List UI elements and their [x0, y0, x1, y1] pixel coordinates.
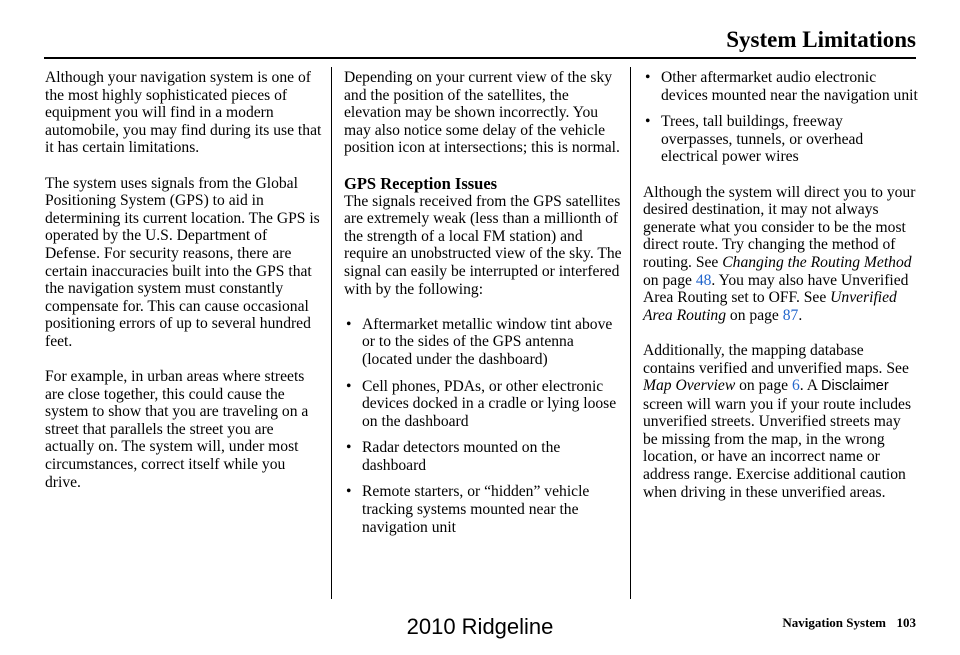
bullet-list	[643, 69, 918, 166]
column-2	[344, 69, 622, 554]
page-link[interactable]: 87	[782, 306, 799, 324]
cross-reference: Map Overview	[643, 377, 736, 395]
text-run: Additionally, the mapping database contains verified and unverified maps. See	[643, 341, 909, 377]
screen-name: Disclaimer	[821, 378, 889, 395]
text-run: on page	[726, 306, 783, 324]
section-heading: GPS Reception Issues	[344, 173, 498, 193]
list-item: • Radar detectors mounted on the dashboard	[344, 439, 622, 474]
paragraph: Although your navigation system is one of the most highly sophisticated pieces of equipment you will find in a modern automobile, you may find during its use that it has certain limitations.	[45, 69, 322, 157]
paragraph: The system uses signals from the Global Positioning System (GPS) to aid in determining its current location. The GPS is operated by the U.S. Department of Defense. For security reasons, there are certain inaccuracies built into the GPS that the navigation system must constantly compensate for. This can cause occasional positioning errors of up to several hundred feet.	[45, 174, 320, 350]
bullet-list	[344, 316, 622, 537]
list-item: • Aftermarket metallic window tint above or to the sides of the GPS antenna (located under the dashboard)	[344, 316, 622, 369]
paragraph	[643, 342, 918, 501]
paragraph: The signals received from the GPS satellites are extremely weak (less than a millionth of the strength of a local FM station) and require an unobstructed view of the sky. The signal can easily be interrupted or interfered with by the following:	[344, 192, 622, 298]
header-rule	[44, 57, 916, 59]
list-item: • Remote starters, or “hidden” vehicle tracking systems mounted near the navigation unit	[344, 483, 622, 536]
column-divider	[630, 67, 631, 599]
page-link[interactable]: 6	[791, 377, 800, 395]
text-run: . You may also have Unverified Area Routing set to OFF. See	[643, 271, 909, 307]
column-3	[643, 69, 918, 519]
cross-reference: Unverified Area Routing	[643, 289, 897, 324]
text-run: Although the system will direct you to your desired destination, it may not always generate what you consider to be the most direct route. Try changing the method of routing. See	[643, 183, 916, 271]
page-title: System Limitations	[726, 27, 916, 52]
watermark: 2010 Ridgeline	[406, 614, 554, 639]
page-link[interactable]: 48	[695, 271, 712, 289]
text-run: screen will warn you if your route includes unverified streets. Unverified streets may be missing from the map, in the wrong location, or have an incorrect name or address range. Exercise additional caution when driving in these unverified areas.	[643, 395, 912, 501]
column-divider	[331, 67, 332, 599]
text-run: .	[798, 306, 803, 324]
paragraph	[643, 184, 918, 325]
list-item: • Trees, tall buildings, freeway overpasses, tunnels, or overhead electrical power wires	[643, 113, 918, 166]
list-item: • Other aftermarket audio electronic devices mounted near the navigation unit	[643, 69, 918, 104]
column-1	[45, 69, 323, 509]
text-run: on page	[735, 377, 792, 395]
text-run: . A	[799, 377, 822, 395]
list-item: • Cell phones, PDAs, or other electronic devices docked in a cradle or lying loose on the dashboard	[344, 378, 622, 431]
paragraph: For example, in urban areas where streets are close together, this could cause the system to show that you are traveling on a street that parallels the street you are actually on. The system will, under most circumstances, correct itself while you drive.	[45, 368, 309, 491]
page-number: 103	[896, 615, 916, 630]
footer-label: Navigation System	[782, 615, 886, 630]
paragraph: Depending on your current view of the sky and the position of the satellites, the elevation may be shown incorrectly. You may also notice some delay of the vehicle position icon at intersections; this is normal.	[344, 69, 620, 157]
cross-reference: Changing the Routing Method	[722, 253, 912, 271]
text-run: on page	[643, 271, 696, 289]
